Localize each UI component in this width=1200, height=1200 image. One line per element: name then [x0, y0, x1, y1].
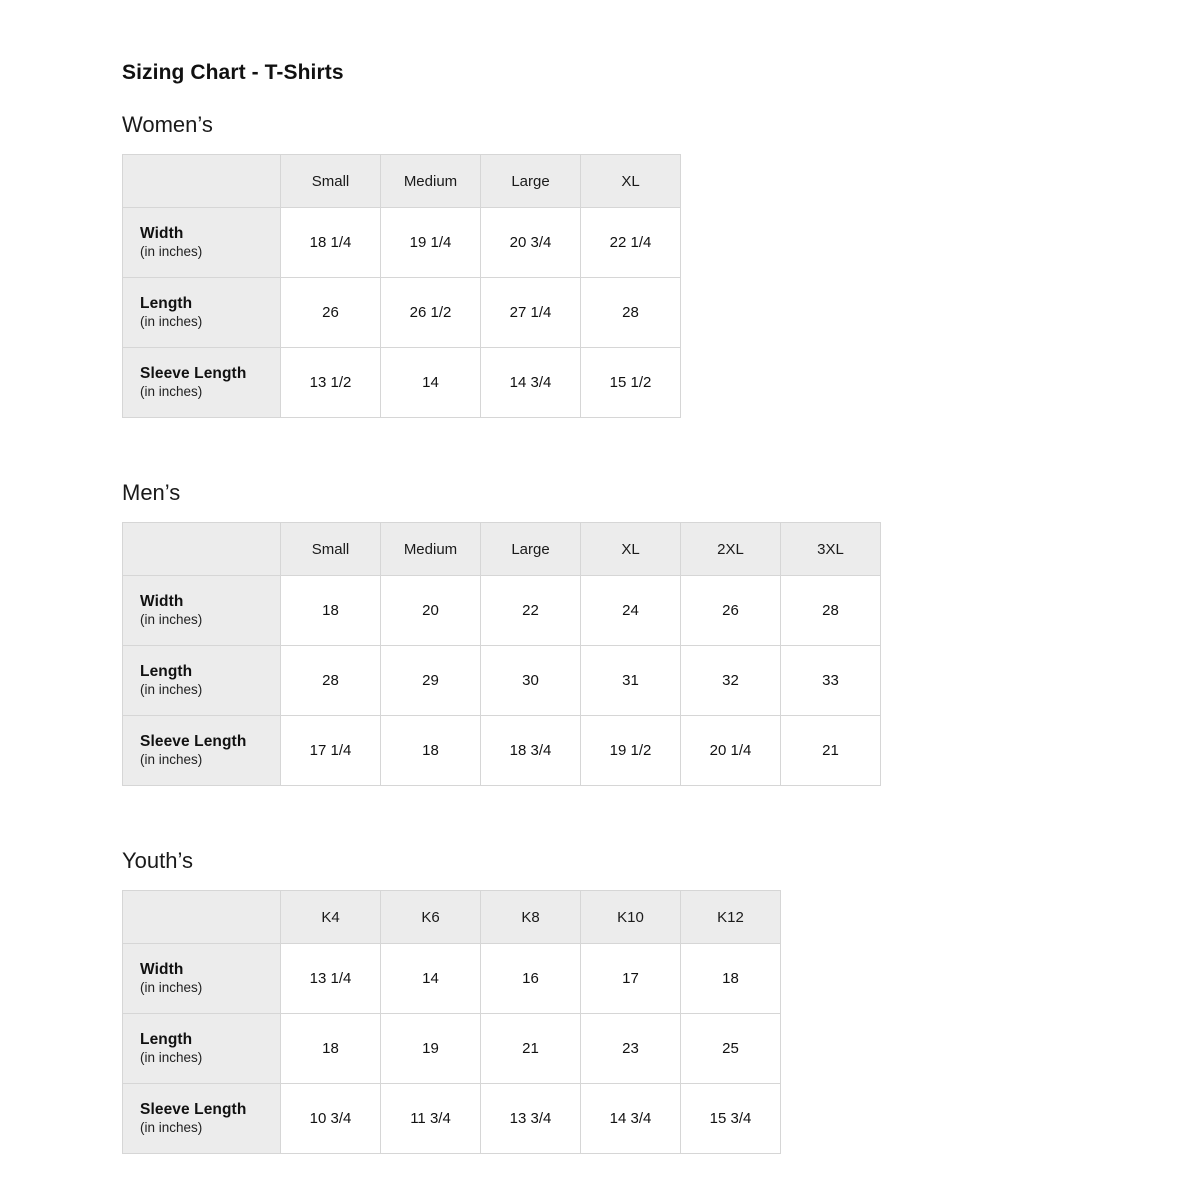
table-row — [123, 348, 681, 418]
section-heading-youths: Youth’s — [122, 848, 193, 873]
table-cell: 17 1/4 — [281, 716, 381, 786]
table-cell: 19 1/2 — [581, 716, 681, 786]
row-label-sub: (in inches) — [140, 384, 203, 400]
column-header: XL — [581, 155, 681, 208]
row-label-sub: (in inches) — [140, 1120, 203, 1136]
row-label-sub: (in inches) — [140, 612, 203, 628]
column-header: Large — [481, 155, 581, 208]
table-cell: 31 — [581, 646, 681, 716]
size-table-youths — [122, 890, 781, 1154]
section-heading-mens: Men’s — [122, 480, 181, 505]
table-cell: 14 — [381, 944, 481, 1014]
table-cell: 18 — [681, 944, 781, 1014]
table-row — [123, 716, 881, 786]
column-header: K4 — [281, 891, 381, 944]
table-cell: 33 — [781, 646, 881, 716]
table-cell: 22 — [481, 576, 581, 646]
row-label-length — [123, 278, 281, 348]
table-cell: 20 1/4 — [681, 716, 781, 786]
table-header-row — [123, 155, 681, 208]
table-cell: 28 — [581, 278, 681, 348]
row-label-length — [123, 1014, 281, 1084]
table-cell: 13 1/2 — [281, 348, 381, 418]
row-label-sleeve-length — [123, 348, 281, 418]
table-corner-cell — [123, 891, 281, 944]
table-cell: 18 3/4 — [481, 716, 581, 786]
table-cell: 11 3/4 — [381, 1084, 481, 1154]
table-cell: 20 3/4 — [481, 208, 581, 278]
column-header: K6 — [381, 891, 481, 944]
section-spacer — [122, 786, 1200, 824]
row-label-main: Width — [140, 960, 184, 978]
column-header: Small — [281, 523, 381, 576]
column-header: 3XL — [781, 523, 881, 576]
table-row — [123, 208, 681, 278]
table-cell: 29 — [381, 646, 481, 716]
page-title: Sizing Chart - T-Shirts — [122, 61, 344, 84]
table-cell: 18 — [281, 1014, 381, 1084]
table-cell: 20 — [381, 576, 481, 646]
row-label-main: Length — [140, 294, 193, 312]
row-label-sleeve-length — [123, 716, 281, 786]
table-cell: 25 — [681, 1014, 781, 1084]
table-cell: 18 — [281, 576, 381, 646]
row-label-width — [123, 208, 281, 278]
table-header-row — [123, 523, 881, 576]
table-cell: 28 — [781, 576, 881, 646]
section-womens — [122, 110, 1200, 418]
table-cell: 16 — [481, 944, 581, 1014]
row-label-width — [123, 576, 281, 646]
column-header: K12 — [681, 891, 781, 944]
row-label-main: Length — [140, 662, 193, 680]
section-mens — [122, 478, 1200, 786]
row-label-sub: (in inches) — [140, 314, 203, 330]
row-label-main: Sleeve Length — [140, 364, 247, 382]
table-row — [123, 278, 681, 348]
section-youths — [122, 846, 1200, 1154]
section-spacer — [122, 418, 1200, 456]
row-label-sub: (in inches) — [140, 682, 203, 698]
table-cell: 10 3/4 — [281, 1084, 381, 1154]
row-label-sub: (in inches) — [140, 752, 203, 768]
table-row — [123, 576, 881, 646]
table-cell: 15 1/2 — [581, 348, 681, 418]
table-cell: 18 1/4 — [281, 208, 381, 278]
table-cell: 13 3/4 — [481, 1084, 581, 1154]
row-label-length — [123, 646, 281, 716]
row-label-sub: (in inches) — [140, 244, 203, 260]
table-row — [123, 1014, 781, 1084]
table-cell: 14 — [381, 348, 481, 418]
table-cell: 27 1/4 — [481, 278, 581, 348]
table-cell: 22 1/4 — [581, 208, 681, 278]
table-cell: 18 — [381, 716, 481, 786]
table-row — [123, 944, 781, 1014]
table-row — [123, 1084, 781, 1154]
table-cell: 23 — [581, 1014, 681, 1084]
table-cell: 24 — [581, 576, 681, 646]
table-cell: 21 — [781, 716, 881, 786]
table-cell: 19 1/4 — [381, 208, 481, 278]
row-label-sleeve-length — [123, 1084, 281, 1154]
row-label-main: Sleeve Length — [140, 732, 247, 750]
table-cell: 13 1/4 — [281, 944, 381, 1014]
table-corner-cell — [123, 523, 281, 576]
column-header: K10 — [581, 891, 681, 944]
column-header: K8 — [481, 891, 581, 944]
table-cell: 17 — [581, 944, 681, 1014]
table-cell: 19 — [381, 1014, 481, 1084]
table-cell: 30 — [481, 646, 581, 716]
table-cell: 26 — [681, 576, 781, 646]
table-header-row — [123, 891, 781, 944]
table-corner-cell — [123, 155, 281, 208]
table-cell: 26 1/2 — [381, 278, 481, 348]
size-table-mens — [122, 522, 881, 786]
row-label-sub: (in inches) — [140, 980, 203, 996]
column-header: 2XL — [681, 523, 781, 576]
column-header: Medium — [381, 155, 481, 208]
column-header: Large — [481, 523, 581, 576]
row-label-main: Sleeve Length — [140, 1100, 247, 1118]
table-cell: 28 — [281, 646, 381, 716]
table-cell: 26 — [281, 278, 381, 348]
row-label-main: Width — [140, 592, 184, 610]
row-label-width — [123, 944, 281, 1014]
row-label-main: Width — [140, 224, 184, 242]
column-header: Small — [281, 155, 381, 208]
column-header: XL — [581, 523, 681, 576]
table-cell: 14 3/4 — [481, 348, 581, 418]
table-cell: 32 — [681, 646, 781, 716]
table-row — [123, 646, 881, 716]
section-heading-womens: Women’s — [122, 112, 213, 137]
row-label-main: Length — [140, 1030, 193, 1048]
table-cell: 15 3/4 — [681, 1084, 781, 1154]
row-label-sub: (in inches) — [140, 1050, 203, 1066]
size-table-womens — [122, 154, 681, 418]
table-cell: 21 — [481, 1014, 581, 1084]
column-header: Medium — [381, 523, 481, 576]
table-cell: 14 3/4 — [581, 1084, 681, 1154]
